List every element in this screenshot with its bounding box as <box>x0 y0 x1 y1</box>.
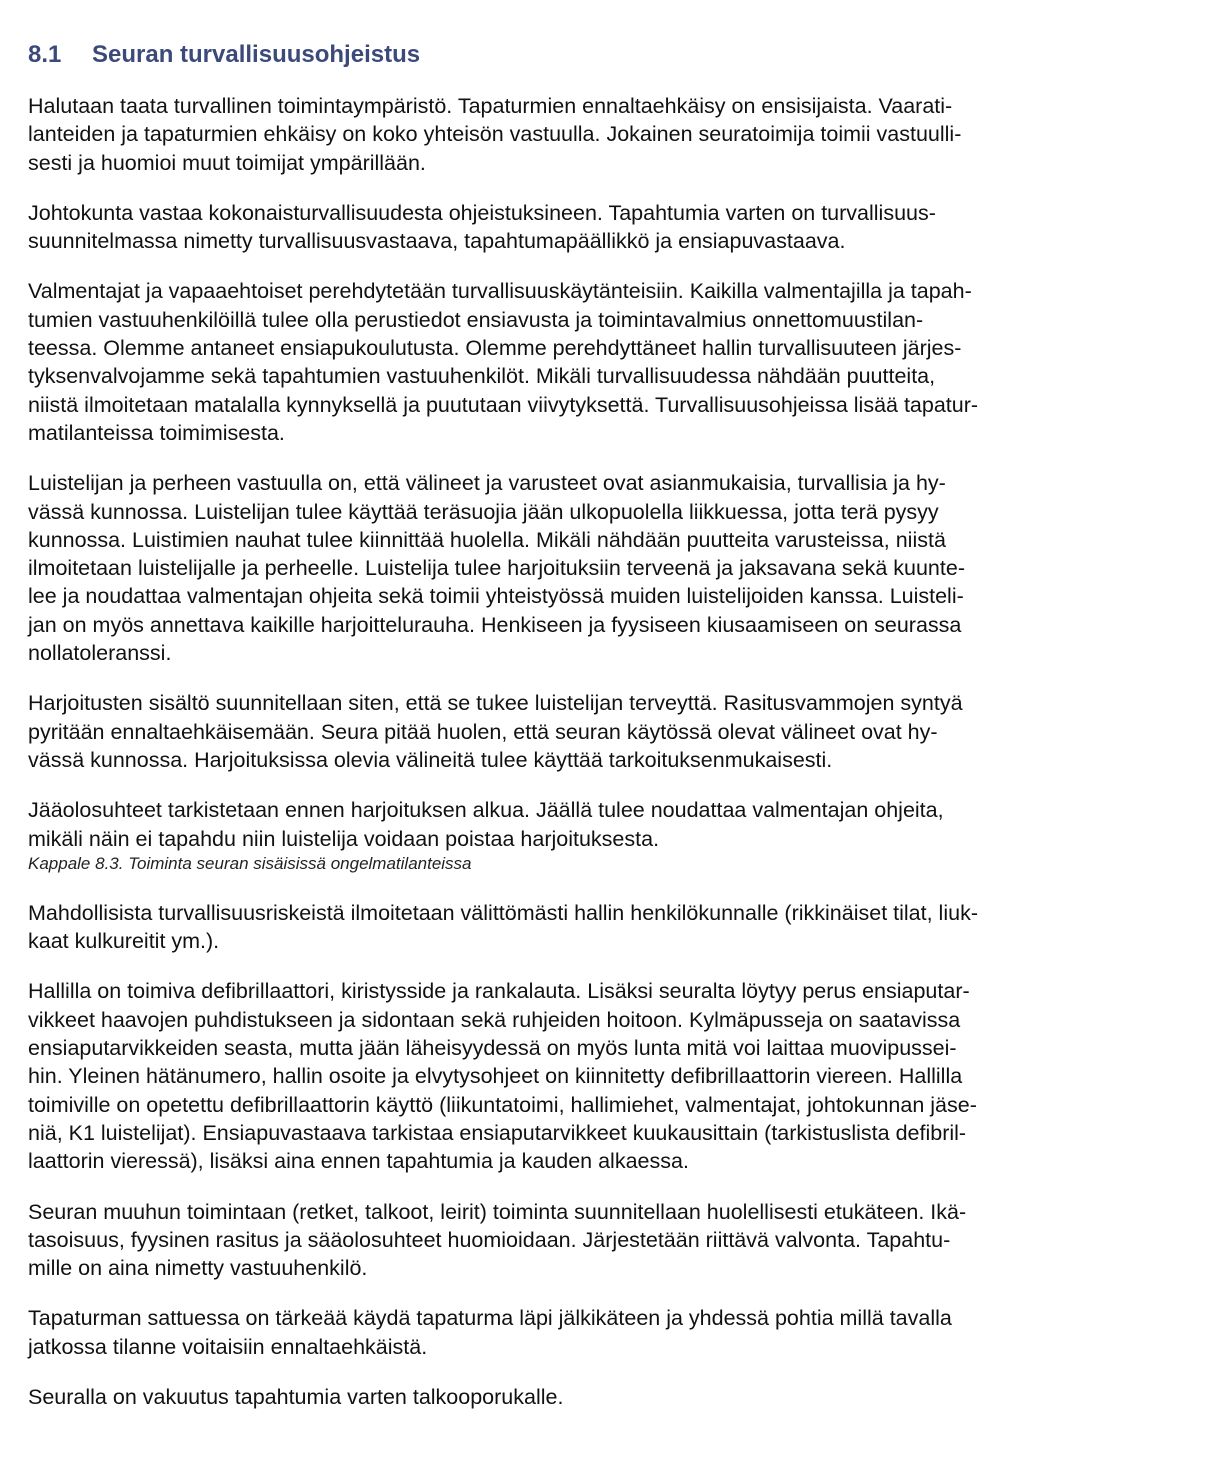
text-line: lanteiden ja tapaturmien ehkäisy on koko yhteisön vastuulla. Jokainen seuratoimija toimii vastuulli- <box>28 122 962 147</box>
text-line: vässä kunnossa. Luistelijan tulee käyttää teräsuojia jään ulkopuolella liikkuessa, jotta terä pysyy <box>28 499 939 524</box>
text-line: mille on aina nimetty vastuuhenkilö. <box>28 1256 368 1281</box>
text-line: Hallilla on toimiva defibrillaattori, kiristysside ja rankalauta. Lisäksi seuralta löytyy perus ensiaputar- <box>28 979 970 1004</box>
text-line: Seuran muuhun toimintaan (retket, talkoot, leirit) toiminta suunnitellaan huolellisesti etukäteen. Ikä- <box>28 1199 967 1224</box>
text-line: ilmoitetaan luistelijalle ja perheelle. Luistelija tulee harjoituksiin terveenä ja jaksavana sekä kuunte- <box>28 556 965 581</box>
text-line: Harjoitusten sisältö suunnitellaan siten, että se tukee luistelijan terveyttä. Rasitusvammojen syntyä <box>28 691 963 716</box>
text-line: kunnossa. Luistimien nauhat tulee kiinnittää huolella. Mikäli nähdään puutteita varusteissa, niistä <box>28 527 946 552</box>
paragraph-first-aid-equipment <box>28 977 1138 1175</box>
paragraph-accident-review <box>28 1304 1138 1361</box>
text-line: kaat kulkureitit ym.). <box>28 929 220 954</box>
text-line: vikkeet haavojen puhdistukseen ja sidontaan sekä ruhjeiden hoitoon. Kylmäpusseja on saatavissa <box>28 1007 961 1032</box>
text-line: Seuralla on vakuutus tapahtumia varten talkooporukalle. <box>28 1384 564 1409</box>
text-line: hin. Yleinen hätänumero, hallin osoite ja elvytysohjeet on kiinnitetty defibrillaattorin viereen. Hallilla <box>28 1064 963 1089</box>
text-line: toimiville on opetettu defibrillaattorin käyttö (liikuntatoimi, hallimiehet, valmentajat, johtokunnan jäse- <box>28 1092 977 1117</box>
text-line: teessa. Olemme antaneet ensiapukoulutusta. Olemme perehdyttäneet hallin turvallisuuteen järjes- <box>28 336 962 361</box>
paragraph-insurance <box>28 1383 1138 1411</box>
paragraph-training-content <box>28 689 1138 774</box>
text-line: Tapaturman sattuessa on tärkeää käydä tapaturma läpi jälkikäteen ja yhdessä pohtia millä tavalla <box>28 1306 952 1331</box>
text-line: suunnitelmassa nimetty turvallisuusvastaava, tapahtumapäällikkö ja ensiapuvastaava. <box>28 229 846 254</box>
paragraph-board-responsibility <box>28 199 1138 256</box>
text-line: Luistelijan ja perheen vastuulla on, että välineet ja varusteet ovat asianmukaisia, turvallisia ja hy- <box>28 471 946 496</box>
paragraph-risk-reporting <box>28 899 1138 956</box>
text-line: niistä ilmoitetaan matalalla kynnyksellä ja puututaan viivytyksettä. Turvallisuusohjeissa lisää tapatur- <box>28 392 979 417</box>
text-line: lee ja noudattaa valmentajan ohjeita sekä toimii yhteistyössä muiden luistelijoiden kanssa. Luisteli- <box>28 584 964 609</box>
paragraph-other-activities <box>28 1198 1138 1283</box>
text-line: jan on myös annettava kaikille harjoittelurauha. Henkiseen ja fyysiseen kiusaamiseen on seurassa <box>28 612 962 637</box>
text-line: mikäli näin ei tapahdu niin luistelija voidaan poistaa harjoituksesta. <box>28 826 660 851</box>
section-number: 8.1 <box>28 41 62 68</box>
text-line: ensiaputarvikkeiden seasta, mutta jään läheisyydessä on myös lunta mitä voi laittaa muovipussei- <box>28 1036 957 1061</box>
text-line: jatkossa tilanne voitaisiin ennaltaehkäistä. <box>28 1334 428 1359</box>
text-line: vässä kunnossa. Harjoituksissa olevia välineitä tulee käyttää tarkoituksenmukaisesti. <box>28 747 833 772</box>
text-line: tyksenvalvojamme sekä tapahtumien vastuuhenkilöt. Mikäli turvallisuudessa nähdään puutteita, <box>28 364 936 389</box>
paragraph-coaches-volunteers <box>28 277 1138 447</box>
cross-reference-caption: Kappale 8.3. Toiminta seuran sisäisissä ongelmatilanteissa <box>28 853 472 873</box>
text-line: tasoisuus, fyysinen rasitus ja sääolosuhteet huomioidaan. Järjestetään riittävä valvonta. Tapahtu- <box>28 1227 951 1252</box>
text-line: pyritään ennaltaehkäisemään. Seura pitää huolen, että seuran käytössä olevat välineet ovat hy- <box>28 719 938 744</box>
text-line: tumien vastuuhenkilöillä tulee olla perustiedot ensiavusta ja toimintavalmius onnettomuustilan- <box>28 307 924 332</box>
paragraph-safe-environment <box>28 92 1138 177</box>
text-line: laattorin vieressä), lisäksi aina ennen tapahtumia ja kauden alkaessa. <box>28 1149 689 1174</box>
text-line: Jääolosuhteet tarkistetaan ennen harjoituksen alkua. Jäällä tulee noudattaa valmentajan ohjeita, <box>28 798 944 823</box>
text-line: nollatoleranssi. <box>28 641 172 666</box>
paragraph-skater-family <box>28 469 1138 667</box>
text-line: matilanteissa toimimisesta. <box>28 420 285 445</box>
section-heading <box>28 38 1138 72</box>
text-line: Valmentajat ja vapaaehtoiset perehdytetään turvallisuuskäytänteisiin. Kaikilla valmentajilla ja tapah- <box>28 279 972 304</box>
text-line: Johtokunta vastaa kokonaisturvallisuudesta ohjeistuksineen. Tapahtumia varten on turvallisuus- <box>28 200 936 225</box>
text-line: Halutaan taata turvallinen toimintaympäristö. Tapaturmien ennaltaehkäisy on ensisijaista. Vaarati- <box>28 94 953 118</box>
text-line: sesti ja huomioi muut toimijat ympärillään. <box>28 150 426 175</box>
section-title: Seuran turvallisuusohjeistus <box>92 41 421 68</box>
text-line: Mahdollisista turvallisuusriskeistä ilmoitetaan välittömästi hallin henkilökunnalle (rikkinäiset tilat, liuk- <box>28 900 978 925</box>
paragraph-ice-conditions <box>28 796 1138 853</box>
document-page <box>28 38 1138 1433</box>
text-line: niä, K1 luistelijat). Ensiapuvastaava tarkistaa ensiaputarvikkeet kuukausittain (tarkistuslista defibril- <box>28 1120 967 1145</box>
